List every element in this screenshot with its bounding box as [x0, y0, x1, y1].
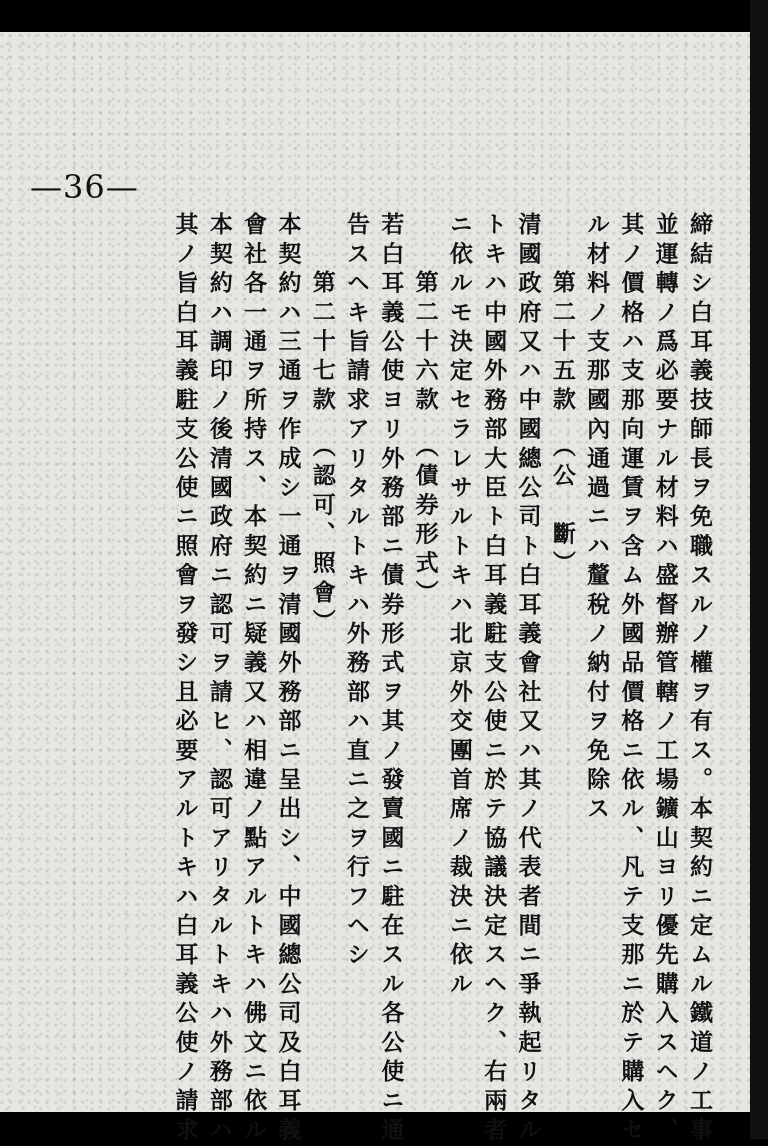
text-column: 本契約ハ三通ヲ作成シ一通ヲ清國外務部ニ呈出シ、中國總公司及白耳義: [274, 212, 302, 1146]
book-spine-shadow: [750, 0, 768, 1139]
text-column: ル材料ノ支那國內通過ニハ釐稅ノ納付ヲ免除ス: [583, 212, 611, 826]
text-column: 並運轉ノ爲必要ナル材料ハ盛督辦管轄ノ工場鑛山ヨリ優先購入スヘク、: [651, 212, 679, 1146]
page-number: —36—: [30, 168, 139, 206]
text-column: 清國政府又ハ中國總公司ト白耳義會社又ハ其ノ代表者間ニ爭執起リタル: [514, 212, 542, 1146]
article-heading: 第二十五款 （公 斷）: [548, 270, 576, 580]
article-heading: 第二十七款 （認可、照會）: [308, 270, 336, 639]
text-column: 告スヘキ旨請求アリタルトキハ外務部ハ直ニ之ヲ行フヘシ: [343, 212, 371, 972]
article-heading: 第二十六款 （債券形式）: [411, 270, 439, 609]
text-column: 其ノ旨白耳義駐支公使ニ照會ヲ發シ且必要アルトキハ白耳義公使ノ請求: [171, 212, 199, 1146]
text-column: ニ依ルモ決定セラレサルトキハ北京外交團首席ノ裁決ニ依ル: [445, 212, 473, 1001]
text-column: 締結シ白耳義技師長ヲ免職スルノ權ヲ有ス。本契約ニ定ムル鐵道ノ工事: [686, 212, 713, 1146]
text-column: トキハ中國外務部大臣ト白耳義駐支公使ニ於テ協議決定スヘク、右兩者: [480, 212, 508, 1146]
text-column: 若白耳義公使ヨリ外務部ニ債券形式ヲ其ノ發賣國ニ駐在スル各公使ニ通: [377, 212, 405, 1146]
vertical-text-block: [96, 212, 716, 1146]
text-column: 會社各一通ヲ所持ス、本契約ニ疑義又ハ相違ノ點アルトキハ佛文ニ依ル: [240, 212, 268, 1146]
text-column: 其ノ價格ハ支那向運賃ヲ含ム外國品價格ニ依ル、凡テ支那ニ於テ購入セ: [617, 212, 645, 1146]
text-column: 本契約ハ調印ノ後清國政府ニ認可ヲ請ヒ、認可アリタルトキハ外務部ハ: [205, 212, 233, 1146]
